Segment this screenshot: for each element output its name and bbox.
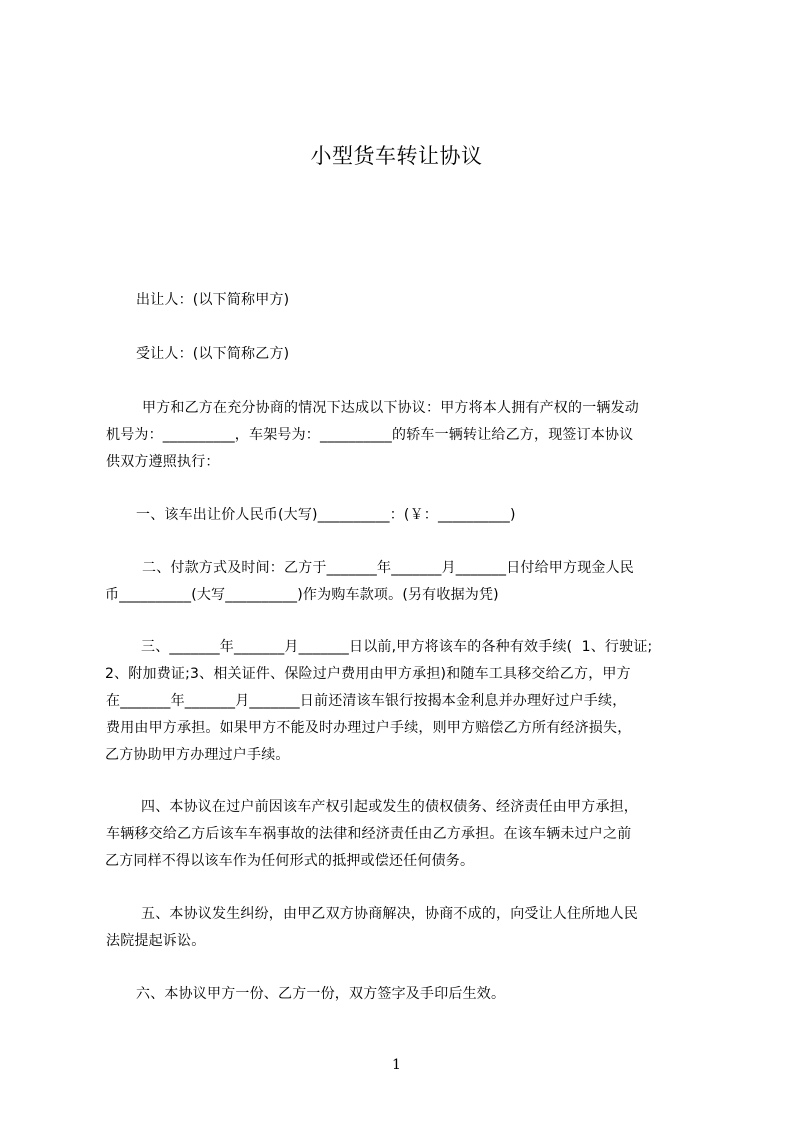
clause-5-line-1: 五、本协议发生纠纷，由甲乙双方协商解决，协商不成的，向受让人住所地人民 [141,906,638,922]
clause-3-line-2: 2、附加费证;3、相关证件、保险过户费用由甲方承担)和随车工具移交给乙方，甲方 [105,666,631,682]
intro-line-3: 供双方遵照执行： [106,454,220,470]
document-title: 小型货车转让协议 [310,144,483,168]
page-number: 1 [392,1057,401,1073]
clause-6: 六、本协议甲方一份、乙方一份，双方签字及手印后生效。 [136,986,506,1002]
intro-line-1: 甲方和乙方在充分协商的情况下达成以下协议：甲方将本人拥有产权的一辆发动 [142,400,639,416]
clause-5-line-2: 法院提起诉讼。 [106,933,206,949]
clause-4-line-3: 乙方同样不得以该车作为任何形式的抵押或偿还任何债务。 [105,853,475,869]
clause-2-line-2: 币__________(大写__________)作为购车款项。(另有收据为凭) [105,587,499,603]
clause-3-line-3: 在_______年_______月_______日前还清该车银行按揭本金利息并办理好过户手续， [106,693,627,709]
clause-2-line-1: 二、付款方式及时间：乙方于_______年_______月_______日付给甲方现金人民 [142,560,634,576]
seller-line: 出让人：(以下简称甲方) [136,292,290,308]
clause-4-line-1: 四、本协议在过户前因该车产权引起或发生的债权债务、经济责任由甲方承担， [141,799,638,815]
buyer-line: 受让人：(以下简称乙方) [136,346,290,362]
clause-3-line-5: 乙方协助甲方办理过户手续。 [105,747,290,763]
intro-line-2: 机号为：__________，车架号为：__________的轿车一辆转让给乙方，现签订本协议 [106,427,634,443]
clause-4-line-2: 车辆移交给乙方后该车车祸事故的法律和经济责任由乙方承担。在该车辆未过户之前 [106,826,632,842]
clause-3-line-4: 费用由甲方承担。如果甲方不能及时办理过户手续，则甲方赔偿乙方所有经济损失， [106,720,632,736]
clause-1: 一、该车出让价人民币(大写)__________：(￥：__________) [136,507,516,523]
clause-3-line-1: 三、_______年_______月_______日以前,甲方将该车的各种有效手续( 1、行驶证; [141,639,653,655]
